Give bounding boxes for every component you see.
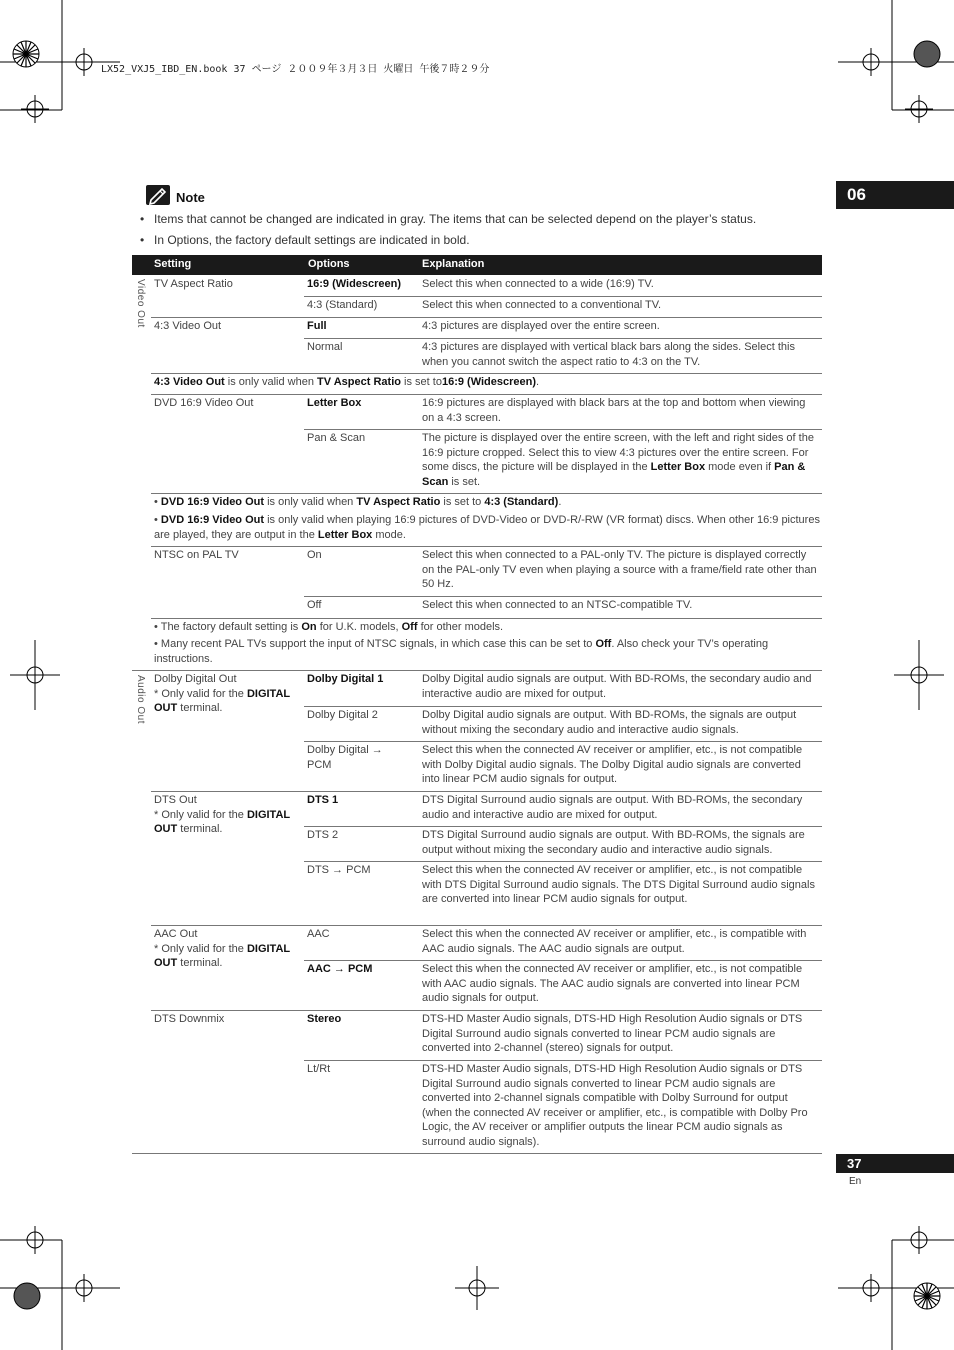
setting-dolby	[154, 672, 302, 716]
target-right-lower	[905, 1226, 933, 1254]
digital-out-note: * Only valid for the DIGITAL OUT terminal.	[154, 687, 290, 714]
explanation: Select this when connected to a conventional TV.	[422, 299, 662, 311]
table-note-43-video: 4:3 Video Out is only valid when TV Aspect Ratio is set to16:9 (Widescreen).	[154, 376, 540, 388]
target-top-right	[857, 48, 885, 76]
option-dolby-1: Dolby Digital 1	[307, 673, 384, 685]
explanation-pan-scan: The picture is displayed over the entire screen, with the left and right sides of the 16:9 picture cropped. Select this to view 4:3 pictures over the entire screen. For some discs, the picture will be displayed in the Letter Box mode even if Pan & Scan is set.	[422, 432, 814, 488]
row-divider	[304, 706, 822, 707]
section-label-video: Video Out	[135, 279, 146, 328]
option-dts-2: DTS 2	[307, 829, 339, 841]
row-divider	[151, 546, 822, 547]
row-divider	[151, 618, 822, 619]
target-left-upper	[21, 95, 49, 123]
row-divider	[304, 596, 822, 597]
table-bottom-rule	[132, 1153, 822, 1154]
setting-aac	[154, 927, 302, 971]
setting-dolby-label: Dolby Digital Out	[154, 673, 237, 685]
target-right-mid	[894, 640, 944, 710]
color-circle-top-left	[13, 41, 39, 67]
target-top-left	[70, 48, 98, 76]
table-note-dvd169-aspect: • DVD 16:9 Video Out is only valid when TV Aspect Ratio is set to 4:3 (Standard).	[154, 496, 562, 508]
chapter-tab: 06	[836, 181, 954, 209]
explanation: 4:3 pictures are displayed with vertical black bars along the sides. Select this when you cannot switch the aspect ratio to 4:3 on the TV.	[422, 341, 795, 368]
setting-dts	[154, 793, 302, 837]
header-explanation: Explanation	[422, 258, 485, 270]
explanation: DTS Digital Surround audio signals are output. With BD-ROMs, the secondary audio and interactive audio are mixed for output.	[422, 794, 803, 821]
row-divider	[304, 960, 822, 961]
table-note-dvd169-discs: • DVD 16:9 Video Out is only valid when playing 16:9 pictures of DVD-Video or DVD-R/-RW (VR format) discs. When other 16:9 pictures are played, they are output in the Letter Box mode.	[154, 514, 820, 541]
option-169-widescreen: 16:9 (Widescreen)	[307, 278, 402, 290]
explanation: 16:9 pictures are displayed with black bars at the top and bottom when viewing on a 4:3 screen.	[422, 397, 806, 424]
color-circle-bottom-right	[914, 1283, 940, 1309]
setting-43-video-out: 4:3 Video Out	[154, 320, 222, 332]
setting-tv-aspect: TV Aspect Ratio	[154, 278, 233, 290]
option-aac-pcm: AAC → PCM	[307, 963, 373, 975]
option-letter-box: Letter Box	[307, 397, 362, 409]
row-divider	[132, 670, 822, 671]
target-bottom-right	[857, 1274, 885, 1302]
setting-ntsc: NTSC on PAL TV	[154, 549, 239, 561]
row-divider	[304, 861, 822, 862]
note-bullet: • In Options, the factory default settings are indicated in bold.	[140, 233, 830, 247]
option-stereo: Stereo	[307, 1013, 342, 1025]
digital-out-note: * Only valid for the DIGITAL OUT terminal.	[154, 942, 290, 969]
explanation: Dolby Digital audio signals are output. With BD-ROMs, the secondary audio and interactive audio are mixed for output.	[422, 673, 812, 700]
target-right-upper	[905, 95, 933, 123]
explanation: Dolby Digital audio signals are output. With BD-ROMs, the signals are output without mixing the secondary audio and interactive audio signals.	[422, 709, 797, 736]
row-divider	[151, 394, 822, 395]
option-dts-pcm: DTS → PCM	[307, 864, 371, 876]
note-bullets	[140, 212, 830, 254]
page-language: En	[849, 1176, 862, 1187]
explanation: DTS-HD Master Audio signals, DTS-HD High Resolution Audio signals or DTS Digital Surround audio signals converted to linear PCM audio signals are converted into 2-channel signals compatible with Dolby Surround for output (when the connected AV receiver or amplifier, etc., is compatible with Dolby Pro Logic, the AV receiver or amplifier outputs the linear PCM audio signals as surround audio signals).	[422, 1063, 808, 1148]
explanation: DTS-HD Master Audio signals, DTS-HD High Resolution Audio signals or DTS Digital Surround audio signals converted to linear PCM audio signals are converted into 2-channel (stereo) signals for output.	[422, 1013, 803, 1054]
explanation: Select this when the connected AV receiver or amplifier, etc., is compatible with AAC audio signals. The AAC audio signals are output.	[422, 928, 807, 955]
option-lt-rt: Lt/Rt	[307, 1063, 331, 1075]
option-43-standard: 4:3 (Standard)	[307, 299, 378, 311]
row-divider	[304, 429, 822, 430]
table-note-ntsc-pal: • Many recent PAL TVs support the input of NTSC signals, in which case this can be set to Off. Also check your TV’s operating instructions.	[154, 638, 769, 665]
option-off: Off	[307, 599, 322, 611]
section-label-audio: Audio Out	[135, 675, 146, 724]
row-divider	[151, 791, 822, 792]
gray-circle-top-right	[914, 41, 940, 67]
row-divider	[151, 925, 822, 926]
note-bullet: • Items that cannot be changed are indicated in gray. The items that can be selected depend on the player’s status.	[140, 212, 830, 226]
setting-dts-label: DTS Out	[154, 794, 197, 806]
explanation: Select this when connected to an NTSC-compatible TV.	[422, 599, 693, 611]
digital-out-note: * Only valid for the DIGITAL OUT terminal.	[154, 808, 290, 835]
note-title: Note	[176, 190, 205, 205]
target-left-lower	[21, 1226, 49, 1254]
option-normal: Normal	[307, 341, 343, 353]
row-divider	[304, 1060, 822, 1061]
setting-aac-label: AAC Out	[154, 928, 198, 940]
target-bottom-center	[455, 1266, 499, 1310]
option-pan-scan: Pan & Scan	[307, 432, 366, 444]
option-dolby-2: Dolby Digital 2	[307, 709, 378, 721]
header-options: Options	[308, 258, 350, 270]
gray-circle-bottom-left	[14, 1283, 40, 1309]
option-full: Full	[307, 320, 327, 332]
explanation: Select this when connected to a PAL-only TV. The picture is displayed correctly on the PAL-only TV even when playing a source with a frame/field rate other than 50 Hz.	[422, 549, 817, 590]
explanation: DTS Digital Surround audio signals are output. With BD-ROMs, the signals are output without mixing the secondary audio and interactive audio signals.	[422, 829, 805, 856]
table-header	[132, 255, 822, 275]
option-on: On	[307, 549, 322, 561]
row-divider	[151, 373, 822, 374]
setting-dts-downmix: DTS Downmix	[154, 1013, 225, 1025]
option-aac: AAC	[307, 928, 330, 940]
target-left-mid	[10, 640, 60, 710]
explanation: Select this when the connected AV receiver or amplifier, etc., is not compatible with DTS Digital Surround audio signals. The DTS Digital Surround audio signals are converted into linear PCM audio signals for output.	[422, 864, 815, 905]
explanation: 4:3 pictures are displayed over the entire screen.	[422, 320, 660, 332]
row-divider	[304, 338, 822, 339]
row-divider	[304, 296, 822, 297]
setting-dvd169: DVD 16:9 Video Out	[154, 397, 254, 409]
page-number: 37	[836, 1154, 954, 1173]
option-dolby-pcm: Dolby Digital → PCM	[307, 744, 383, 771]
print-header: LX52_VXJ5_IBD_EN.book 37 ページ ２００９年３月３日 火曜日 午後７時２９分	[101, 64, 490, 75]
target-bottom-left	[70, 1274, 98, 1302]
row-divider	[151, 493, 822, 494]
explanation: Select this when the connected AV receiver or amplifier, etc., is not compatible with AAC audio signals. The AAC audio signals are converted into linear PCM audio signals for output.	[422, 963, 803, 1004]
pencil-note-icon	[146, 185, 170, 205]
row-divider	[304, 826, 822, 827]
table-note-ntsc-default: • The factory default setting is On for U.K. models, Off for other models.	[154, 621, 504, 633]
row-divider	[304, 741, 822, 742]
row-divider	[151, 1010, 822, 1011]
option-dts-1: DTS 1	[307, 794, 339, 806]
explanation: Select this when the connected AV receiver or amplifier, etc., is not compatible with Dolby Digital audio signals. The Dolby Digital audio signals are converted into linear PCM audio signals for output.	[422, 744, 803, 785]
explanation: Select this when connected to a wide (16:9) TV.	[422, 278, 654, 290]
header-setting: Setting	[154, 258, 192, 270]
row-divider	[151, 317, 822, 318]
